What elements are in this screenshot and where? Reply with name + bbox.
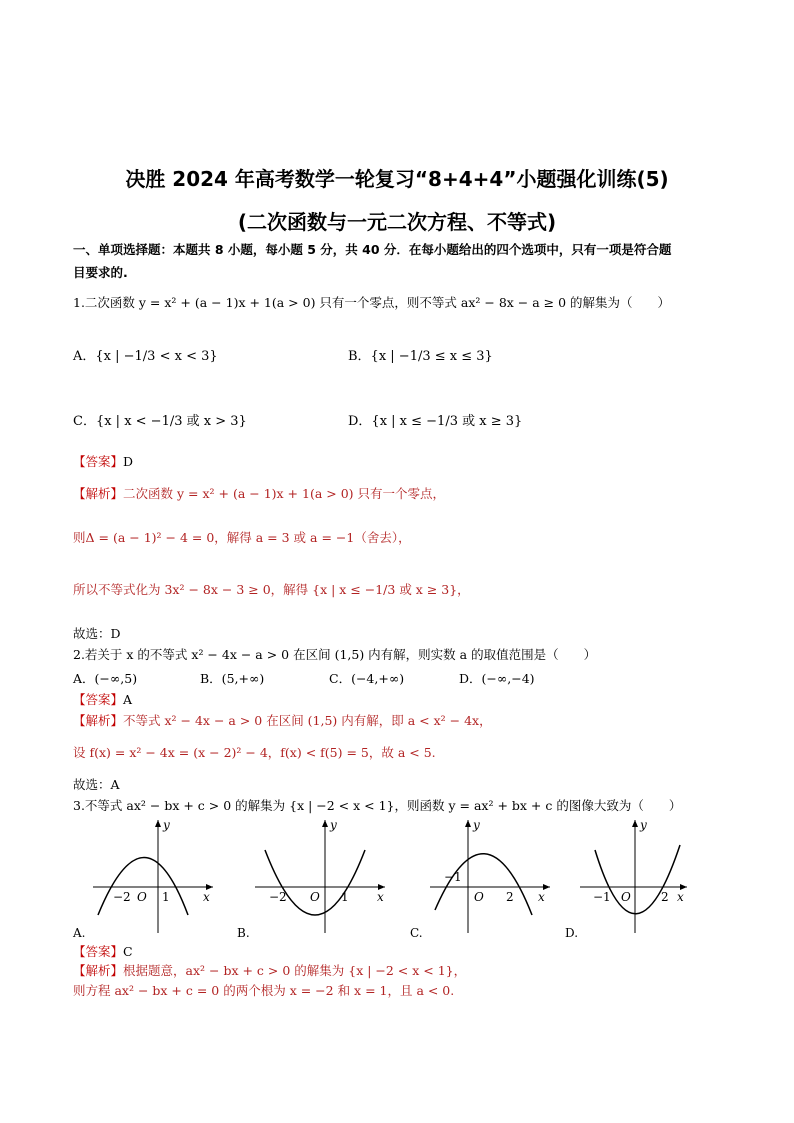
axis-y-label: y [330, 818, 337, 832]
q1-option-a: A．{x | −1/3 < x < 3} [73, 349, 218, 364]
parabola-curve [265, 850, 365, 915]
q2-option-d: D．(−∞,−4) [459, 671, 535, 686]
parabola-curve [98, 858, 188, 916]
q1-answer: D [123, 454, 134, 469]
axis-y-label: y [163, 818, 170, 832]
axis-x-label: x [377, 890, 384, 904]
axis-x-label: x [538, 890, 545, 904]
axis-x-label: x [677, 890, 684, 904]
q1-stem: 1.二次函数 y = x² + (a − 1)x + 1(a > 0) 只有一个零点，则不等式 ax² − 8x − a ≥ 0 的解集为（ ） [73, 295, 671, 310]
tick-label: −2 [113, 890, 131, 904]
tick-label: 1 [162, 890, 170, 904]
q1-analysis-row-1 [73, 484, 445, 502]
q2-choose: 故选：A [73, 777, 120, 792]
origin-label: O [621, 890, 631, 904]
analysis-tag: 【解析】 [73, 486, 124, 501]
q1-analysis-1: 二次函数 y = x² + (a − 1)x + 1(a > 0) 只有一个零点， [123, 486, 446, 501]
section-heading: 一、单项选择题：本题共 8 小题，每小题 5 分，共 40 分．在每小题给出的四个选项中，只有一项是符合题 [73, 242, 672, 257]
tick-label: 2 [506, 890, 514, 904]
analysis-tag: 【解析】 [73, 713, 124, 728]
q3-analysis-2: 则方程 ax² − bx + c = 0 的两个根为 x = −2 和 x = 1，且 a < 0. [73, 983, 455, 998]
answer-tag: 【答案】 [73, 454, 124, 469]
q2-answer-row [73, 690, 132, 708]
q2-analysis-row-1 [73, 711, 492, 729]
tick-label: 1 [341, 890, 349, 904]
origin-label: O [474, 890, 484, 904]
q1-option-b: B．{x | −1/3 ≤ x ≤ 3} [348, 349, 493, 364]
q3-analysis-1: 根据题意，ax² − bx + c > 0 的解集为 {x | −2 < x < 1}， [123, 963, 467, 978]
q3-stem: 3.不等式 ax² − bx + c > 0 的解集为 {x | −2 < x < 1}，则函数 y = ax² + bx + c 的图像大致为（ ） [73, 798, 682, 813]
analysis-tag: 【解析】 [73, 963, 124, 978]
q2-analysis-1: 不等式 x² − 4x − a > 0 在区间 (1,5) 内有解，即 a < x² − 4x， [123, 713, 492, 728]
q2-option-a: A．(−∞,5) [73, 671, 138, 686]
axis-x-label: x [203, 890, 210, 904]
q3-graph-c [410, 815, 560, 940]
q3-graph-a [73, 815, 223, 940]
origin-label: O [137, 890, 147, 904]
title-line-1: 决胜 2024 年高考数学一轮复习“8+4+4”小题强化训练(5) [125, 167, 669, 191]
q3-graph-b [235, 815, 390, 940]
axis-y-label: y [640, 818, 647, 832]
title-line-2: (二次函数与一元二次方程、不等式) [237, 210, 557, 234]
graph-label: A. [73, 926, 86, 940]
graph-label: B. [237, 926, 250, 940]
q2-stem: 2.若关于 x 的不等式 x² − 4x − a > 0 在区间 (1,5) 内有解，则实数 a 的取值范围是（ ） [73, 647, 597, 662]
axis-y-label: y [473, 818, 480, 832]
answer-tag: 【答案】 [73, 944, 124, 959]
parabola-curve [435, 854, 532, 915]
tick-label: −2 [269, 890, 287, 904]
q3-graph-d [565, 815, 695, 940]
graph-label: D. [565, 926, 579, 940]
q1-analysis-2: 则Δ = (a − 1)² − 4 = 0，解得 a = 3 或 a = −1（舍去）， [73, 530, 411, 545]
q3-analysis-row-1 [73, 961, 466, 979]
answer-tag: 【答案】 [73, 692, 124, 707]
q1-answer-row [73, 452, 133, 470]
q3-answer-row [73, 942, 133, 960]
origin-label: O [310, 890, 320, 904]
tick-label: −1 [593, 890, 611, 904]
q2-option-c: C．(−4,+∞) [329, 671, 405, 686]
tick-label: −1 [444, 870, 462, 884]
q1-option-c: C．{x | x < −1/3 或 x > 3} [73, 414, 247, 429]
tick-label: 2 [661, 890, 669, 904]
q2-answer: A [123, 692, 133, 707]
q1-choose: 故选：D [73, 626, 121, 641]
q3-answer: C [123, 944, 133, 959]
q1-option-d: D．{x | x ≤ −1/3 或 x ≥ 3} [348, 414, 523, 429]
q2-option-b: B．(5,+∞) [200, 671, 265, 686]
section-heading-cont: 目要求的. [73, 265, 128, 280]
q2-analysis-2: 设 f(x) = x² − 4x = (x − 2)² − 4，f(x) < f(5) = 5，故 a < 5. [73, 745, 436, 760]
q1-analysis-3: 所以不等式化为 3x² − 8x − 3 ≥ 0，解得 {x | x ≤ −1/3 或 x ≥ 3}， [73, 582, 470, 597]
graph-label: C. [410, 926, 423, 940]
